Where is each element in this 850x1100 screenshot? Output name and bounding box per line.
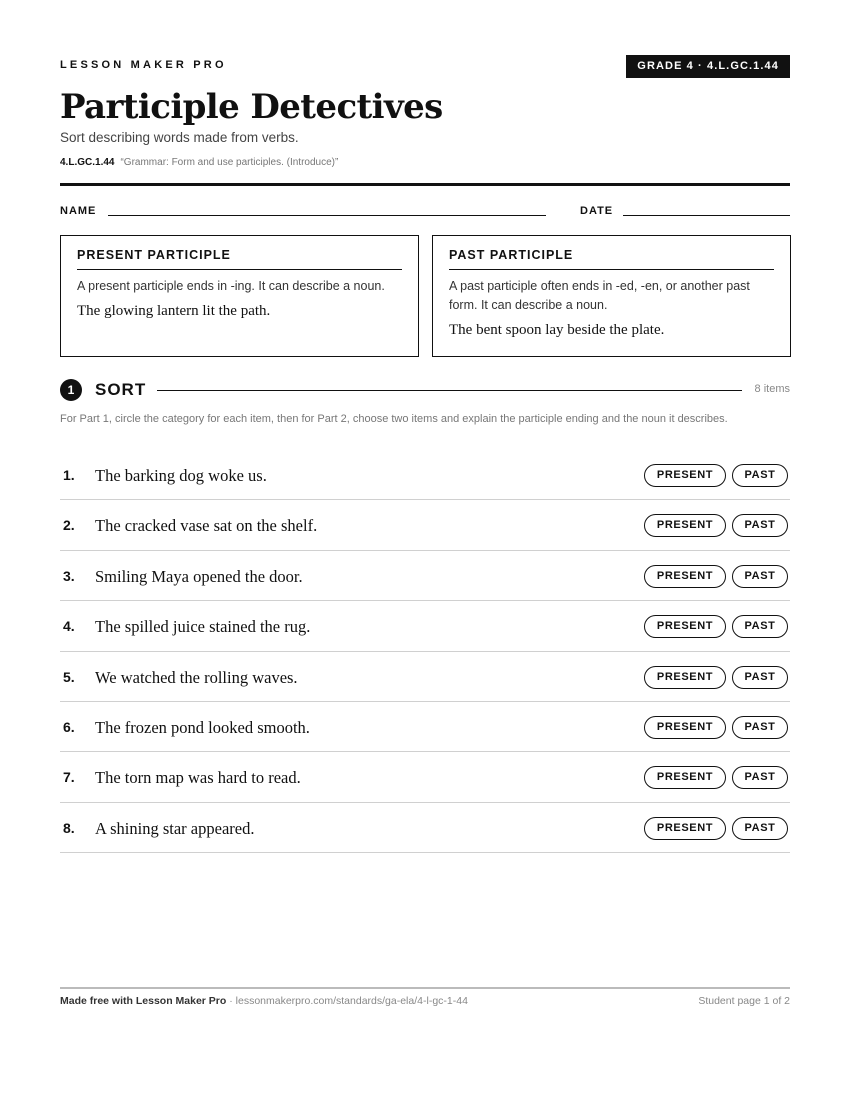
section-title: SORT (95, 380, 147, 399)
past-participle-example: The bent spoon lay beside the plate. (449, 322, 665, 338)
item-sentence: The barking dog woke us. (95, 466, 267, 485)
item-number: 4. (63, 618, 75, 635)
section-number-badge: 1 (60, 379, 82, 401)
standard-description: “Grammar: Form and use participles. (Introduce)” (120, 157, 339, 168)
item-sentence: The frozen pond looked smooth. (95, 717, 310, 737)
present-option[interactable]: PRESENT (644, 514, 726, 537)
present-option[interactable]: PRESENT (644, 716, 726, 739)
past-option[interactable]: PAST (732, 615, 788, 638)
present-option[interactable]: PRESENT (644, 766, 726, 789)
item-count: 8 items (754, 383, 790, 395)
date-label: DATE (580, 205, 614, 217)
present-option[interactable]: PRESENT (644, 565, 726, 588)
item-sentence: We watched the rolling waves. (95, 667, 298, 687)
worksheet-subtitle: Sort describing words made from verbs. (60, 130, 299, 145)
item-number: 2. (63, 517, 75, 534)
standard-line (60, 157, 338, 168)
list-item (60, 702, 790, 752)
item-sentence: The cracked vase sat on the shelf. (95, 516, 318, 536)
list-item (60, 500, 790, 550)
past-participle-box (432, 235, 791, 357)
past-option[interactable]: PAST (732, 565, 788, 588)
present-option[interactable]: PRESENT (644, 666, 726, 689)
name-label: NAME (60, 205, 97, 217)
standard-code: 4.L.GC.1.44 (60, 157, 115, 168)
grade-badge: GRADE 4 · 4.L.GC.1.44 (626, 55, 790, 78)
item-sentence: Smiling Maya opened the door. (95, 566, 303, 586)
footer-page-number: Student page 1 of 2 (698, 995, 790, 1007)
item-number: 3. (63, 567, 75, 584)
item-list (60, 450, 790, 853)
name-field[interactable] (108, 215, 546, 216)
header-divider (60, 183, 790, 186)
section-instructions: For Part 1, circle the category for each item, then for Part 2, choose two items and explain the participle ending and the noun it describes. (60, 413, 728, 425)
worksheet-page (60, 0, 790, 1100)
item-number: 8. (63, 819, 75, 836)
item-sentence: A shining star appeared. (95, 818, 255, 838)
date-field[interactable] (623, 215, 790, 216)
past-option[interactable]: PAST (732, 666, 788, 689)
list-item (60, 601, 790, 651)
present-option[interactable]: PRESENT (644, 615, 726, 638)
list-item (60, 803, 790, 853)
past-option[interactable]: PAST (732, 766, 788, 789)
past-participle-title: PAST PARTICIPLE (449, 248, 774, 270)
present-option[interactable]: PRESENT (644, 464, 726, 487)
past-option[interactable]: PAST (732, 716, 788, 739)
footer-url[interactable]: · lessonmakerpro.com/standards/ga-ela/4-l-gc-1-44 (226, 995, 468, 1007)
past-option[interactable]: PAST (732, 464, 788, 487)
present-participle-title: PRESENT PARTICIPLE (77, 248, 402, 270)
item-sentence: The torn map was hard to read. (95, 768, 301, 788)
present-participle-example: The glowing lantern lit the path. (77, 303, 271, 319)
footer-divider (60, 987, 790, 989)
list-item (60, 551, 790, 601)
list-item (60, 752, 790, 802)
worksheet-title: Participle Detectives (60, 87, 443, 127)
item-sentence: The spilled juice stained the rug. (95, 617, 311, 637)
list-item (60, 652, 790, 702)
item-number: 6. (63, 718, 75, 735)
past-option[interactable]: PAST (732, 514, 788, 537)
footer-made-with: Made free with Lesson Maker Pro (60, 995, 227, 1007)
present-participle-box (60, 235, 419, 357)
past-participle-description: A past participle often ends in -ed, -en, or another past form. It can describe a noun. (449, 279, 750, 312)
item-number: 5. (63, 668, 75, 685)
footer-credit (60, 995, 468, 1007)
item-number: 7. (63, 769, 75, 786)
section-divider (157, 390, 742, 391)
present-option[interactable]: PRESENT (644, 817, 726, 840)
brand-name: LESSON MAKER PRO (60, 59, 227, 71)
list-item (60, 450, 790, 500)
item-number: 1. (63, 467, 75, 483)
present-participle-description: A present participle ends in -ing. It can describe a noun. (77, 279, 385, 293)
past-option[interactable]: PAST (732, 817, 788, 840)
